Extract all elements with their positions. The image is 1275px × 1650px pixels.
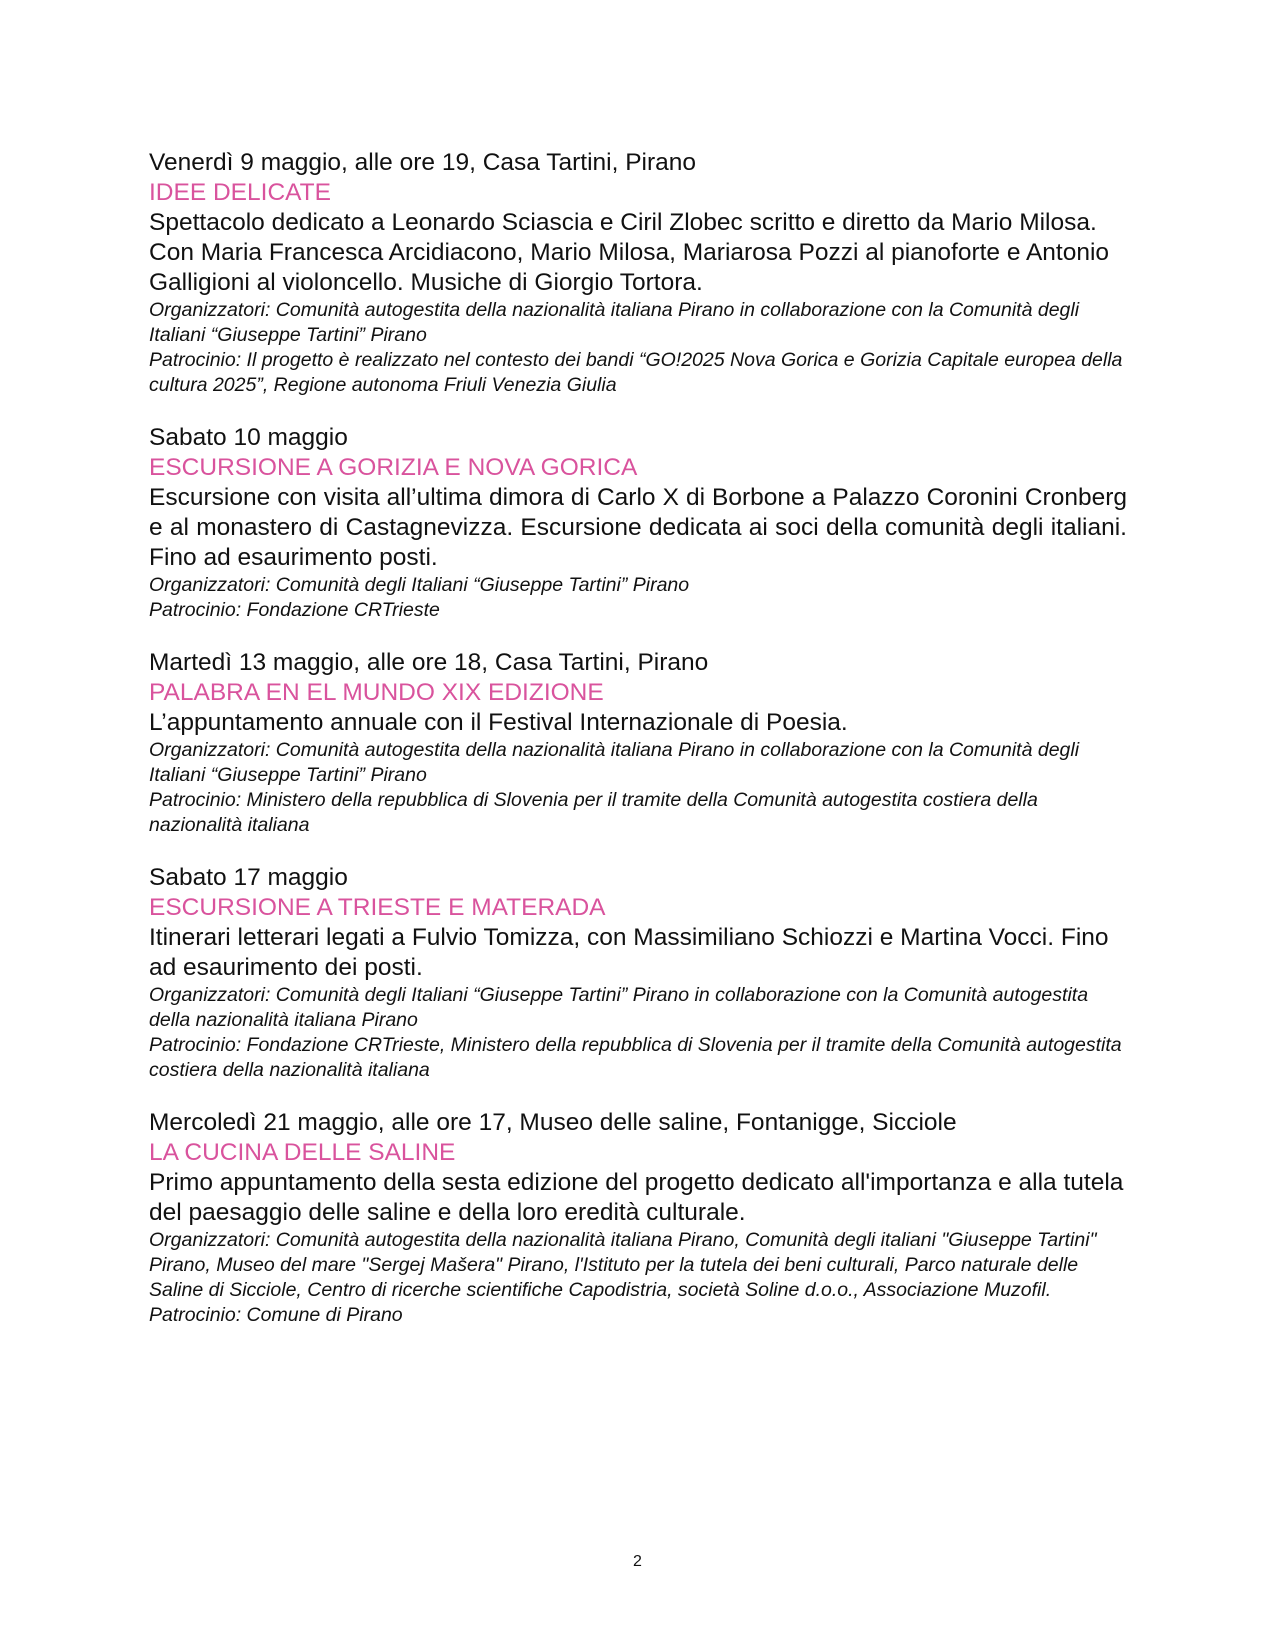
event-palabra-en-el-mundo xyxy=(149,648,1127,838)
event-description: Escursione con visita all’ultima dimora di Carlo X di Borbone a Palazzo Coronini Cronberg e al monastero di Castagnevizza. Escursione dedicata ai soci della comunità degli italiani. Fino ad esaurimento posti. xyxy=(149,484,1127,571)
event-patronage: Patrocinio: Ministero della repubblica di Slovenia per il tramite della Comunità autogestita costiera della nazionalità italiana xyxy=(149,789,1038,836)
event-idee-delicate xyxy=(149,148,1127,398)
event-patronage: Patrocinio: Comune di Pirano xyxy=(149,1304,403,1326)
event-date: Sabato 10 maggio xyxy=(149,424,348,451)
event-organizers: Organizzatori: Comunità autogestita della nazionalità italiana Pirano in collaborazione con la Comunità degli Italiani “Giuseppe Tartini” Pirano xyxy=(149,299,1080,346)
event-date: Venerdì 9 maggio, alle ore 19, Casa Tartini, Pirano xyxy=(149,149,697,176)
event-organizers: Organizzatori: Comunità autogestita della nazionalità italiana Pirano, Comunità degli italiani "Giuseppe Tartini" Pirano, Museo del mare "Sergej Mašera" Pirano, l'Istituto per la tutela dei beni culturali, Parco naturale delle Saline di Sicciole, Centro di ricerche scientifiche Capodistria, società Soline d.o.o., Associazione Muzofil. xyxy=(149,1229,1097,1301)
event-description: Primo appuntamento della sesta edizione del progetto dedicato all'importanza e alla tutela del paesaggio delle saline e della loro eredità culturale. xyxy=(149,1169,1124,1226)
page-number: 2 xyxy=(633,1553,642,1570)
event-date: Martedì 13 maggio, alle ore 18, Casa Tartini, Pirano xyxy=(149,649,709,676)
event-list xyxy=(149,148,1127,1353)
event-description: Spettacolo dedicato a Leonardo Sciascia e Ciril Zlobec scritto e diretto da Mario Milosa. Con Maria Francesca Arcidiacono, Mario Milosa, Mariarosa Pozzi al pianoforte e Antonio Galligioni al violoncello. Musiche di Giorgio Tortora. xyxy=(149,209,1110,296)
event-patronage: Patrocinio: Fondazione CRTrieste xyxy=(149,599,440,621)
event-escursione-gorizia xyxy=(149,423,1127,623)
event-cucina-delle-saline xyxy=(149,1108,1127,1328)
event-organizers: Organizzatori: Comunità degli Italiani “Giuseppe Tartini” Pirano in collaborazione con la Comunità autogestita della nazionalità italiana Pirano xyxy=(149,984,1089,1031)
event-patronage: Patrocinio: Il progetto è realizzato nel contesto dei bandi “GO!2025 Nova Gorica e Gorizia Capitale europea della cultura 2025”, Regione autonoma Friuli Venezia Giulia xyxy=(149,349,1123,396)
event-title: LA CUCINA DELLE SALINE xyxy=(149,1139,456,1166)
event-date: Mercoledì 21 maggio, alle ore 17, Museo delle saline, Fontanigge, Sicciole xyxy=(149,1109,957,1136)
event-description: L’appuntamento annuale con il Festival Internazionale di Poesia. xyxy=(149,709,848,736)
event-escursione-trieste xyxy=(149,863,1127,1083)
event-organizers: Organizzatori: Comunità autogestita della nazionalità italiana Pirano in collaborazione con la Comunità degli Italiani “Giuseppe Tartini” Pirano xyxy=(149,739,1080,786)
event-title: ESCURSIONE A GORIZIA E NOVA GORICA xyxy=(149,454,638,481)
event-organizers: Organizzatori: Comunità degli Italiani “Giuseppe Tartini” Pirano xyxy=(149,574,690,596)
event-description: Itinerari letterari legati a Fulvio Tomizza, con Massimiliano Schiozzi e Martina Vocci. Fino ad esaurimento dei posti. xyxy=(149,924,1109,981)
event-title: IDEE DELICATE xyxy=(149,179,331,206)
event-date: Sabato 17 maggio xyxy=(149,864,348,891)
event-patronage: Patrocinio: Fondazione CRTrieste, Ministero della repubblica di Slovenia per il tramite della Comunità autogestita costiera della nazionalità italiana xyxy=(149,1034,1122,1081)
event-title: ESCURSIONE A TRIESTE E MATERADA xyxy=(149,894,606,921)
event-title: PALABRA EN EL MUNDO XIX EDIZIONE xyxy=(149,679,604,706)
